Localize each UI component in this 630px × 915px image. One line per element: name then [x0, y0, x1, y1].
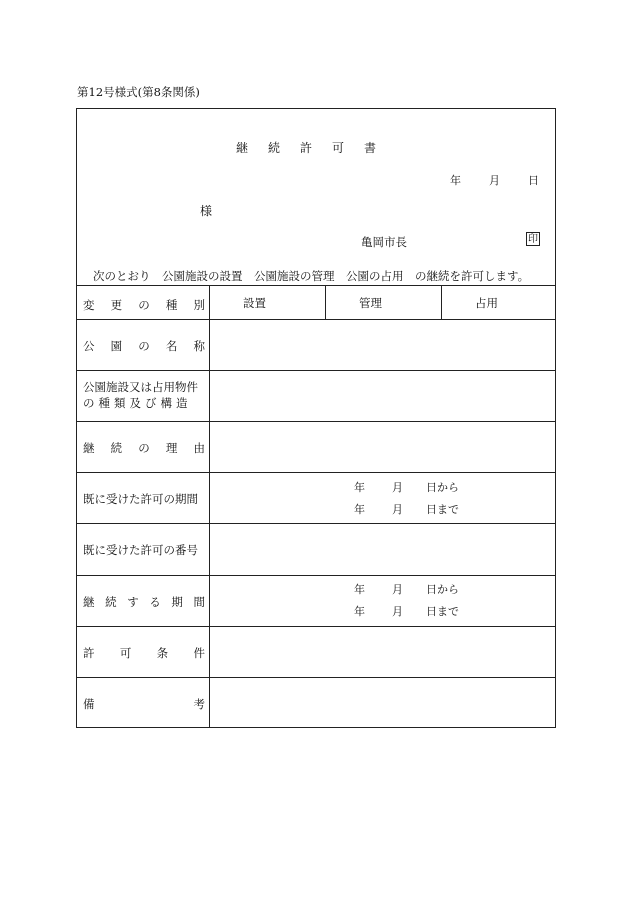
continue-period-from: 年 月 日から	[354, 583, 459, 596]
conditions-label: 許 可 条 件	[83, 646, 205, 660]
continue-period-to: 年 月 日まで	[354, 605, 459, 618]
change-type-label	[83, 297, 205, 313]
facility-type-label-line1: 公園施設又は占用物件	[83, 380, 198, 394]
form-number: 第12号様式(第8条関係)	[77, 85, 200, 99]
facility-type-label-line2: の種類及び構造	[83, 396, 192, 410]
option-manage: 管理	[359, 296, 382, 310]
label-char: 種	[165, 298, 178, 312]
document-title: 継続許可書	[235, 141, 396, 155]
prior-number-label: 既に受けた許可の番号	[83, 543, 198, 557]
label-char: 別	[193, 298, 205, 312]
row-divider	[77, 677, 555, 678]
label-char: の	[138, 298, 150, 312]
addressee-suffix: 様	[200, 204, 213, 218]
prior-period-label: 既に受けた許可の期間	[83, 492, 198, 506]
row-divider	[77, 523, 555, 524]
remarks-label: 備 考	[83, 697, 205, 711]
intro-text: 次のとおり 公園施設の設置 公園施設の管理 公園の占用 の継続を許可します。	[93, 269, 530, 283]
prior-period-from: 年 月 日から	[354, 481, 459, 494]
issuer-name: 亀岡市長	[361, 235, 407, 249]
prior-period-range	[354, 477, 459, 521]
row-divider	[77, 575, 555, 576]
continue-period-label: 継 続 す る 期 間	[83, 595, 205, 609]
seal-mark: 印	[528, 234, 538, 245]
permit-form	[76, 108, 556, 728]
row-divider	[77, 626, 555, 627]
label-char: 変	[83, 298, 95, 312]
park-name-label: 公 園 の 名 称	[83, 339, 205, 353]
row-divider	[77, 421, 555, 422]
issue-date	[450, 172, 539, 188]
reason-label: 継 続 の 理 由	[83, 441, 205, 455]
continue-period-range	[354, 579, 459, 623]
date-month: 月	[489, 174, 500, 187]
column-divider	[441, 285, 442, 319]
column-divider	[209, 285, 210, 728]
option-install: 設置	[243, 296, 266, 310]
column-divider	[325, 285, 326, 319]
facility-type-label	[83, 379, 205, 411]
prior-period-to: 年 月 日まで	[354, 503, 459, 516]
label-char: 更	[110, 298, 123, 312]
option-occupy: 占用	[475, 296, 498, 310]
date-day: 日	[528, 174, 539, 187]
row-divider	[77, 370, 555, 371]
date-year: 年	[450, 174, 461, 187]
row-divider	[77, 472, 555, 473]
